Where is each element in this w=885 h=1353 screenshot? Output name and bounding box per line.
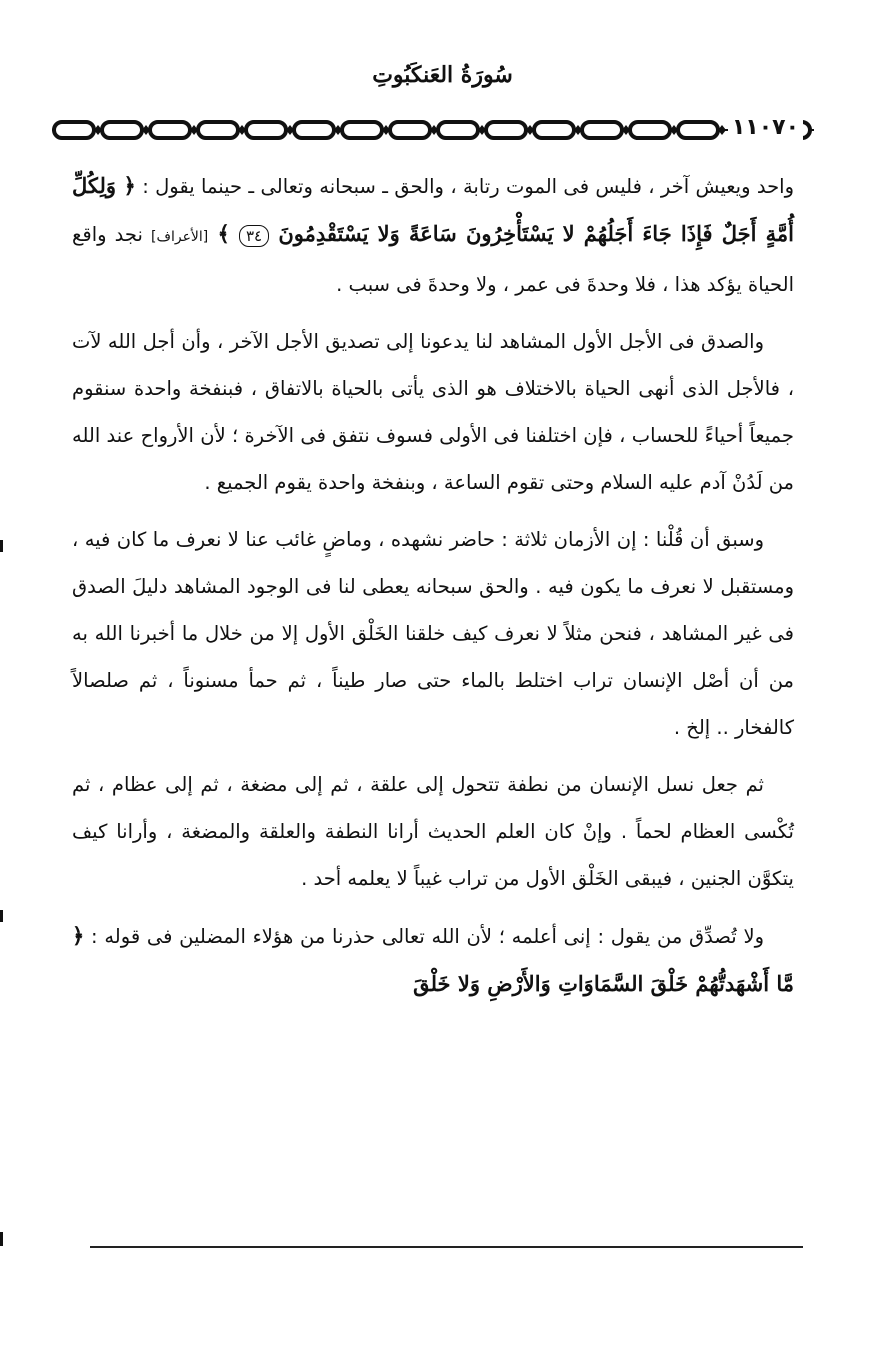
- quran-verse: ﴾: [208, 221, 239, 246]
- paragraph: [72, 912, 794, 1008]
- chain-link: [198, 122, 238, 138]
- quran-verse: ﴿ مَّا أَشْهَدتُّهُمْ خَلْقَ السَّمَاوَاتِ وَالأَرْضِ وَلا خَلْقَ: [72, 923, 794, 996]
- surah-reference: [الأعراف]: [150, 229, 209, 245]
- paragraph: [72, 162, 794, 308]
- ayah-number: ٣٤: [239, 225, 269, 247]
- paragraph: [72, 516, 794, 751]
- paragraph-text: وسبق أن قُلْنا : إن الأزمان ثلاثة : حاضر نشهده ، وماضٍ غائب عنا لا نعرف ما كان فيه ، ومستقبل لا نعرف ما يكون فيه . والحق سبحانه يعطى لنا فى الوجود المشاهد دليلَ الصدق فى غير المشاهد ، فنحن مثلاً لا نعرف كيف خلقنا الخَلْق الأول إلا من خلال ما أخبرنا الله به من أن أصْل الإنسان تراب اختلط بالماء حتى صار طيناً ، ثم حمأ مسنوناً ، ثم صلصالاً كالفخار .. إلخ .: [72, 528, 794, 739]
- footer-rule: [90, 1246, 803, 1248]
- page-number: ١١٠٧٠: [728, 113, 803, 143]
- chain-link: [294, 122, 334, 138]
- paragraph: [72, 761, 794, 902]
- surah-title: سُورَةُ العَنكَبُوتِ: [372, 62, 513, 88]
- chain-link: [486, 122, 526, 138]
- paragraph: [72, 318, 794, 506]
- chain-link: [390, 122, 430, 138]
- chain-link: [582, 122, 622, 138]
- paragraph-text: نجد واقع الحياة يؤكد هذا ، فلا وحدةَ فى عمر ، ولا وحدةَ فى سبب .: [72, 223, 794, 296]
- scan-edge-mark: [0, 910, 3, 922]
- chain-link: [438, 122, 478, 138]
- paragraph-text: ولا تُصدِّق من يقول : إنى أعلمه ؛ لأن الله تعالى حذرنا من هؤلاء المضلين فى قوله :: [84, 925, 764, 948]
- chain-link: [102, 122, 142, 138]
- chain-link: [246, 122, 286, 138]
- chain-link: [630, 122, 670, 138]
- quran-verse: ﴿ وَلِكُلِّ أُمَّةٍ أَجَلٌ فَإِذَا جَاءَ أَجَلُهُمْ لا يَسْتَأْخِرُونَ سَاعَةً وَلا يَسْتَقْدِمُونَ: [72, 173, 794, 246]
- paragraph-text: واحد ويعيش آخر ، فليس فى الموت رتابة ، والحق ـ سبحانه وتعالى ـ حينما يقول :: [135, 175, 795, 198]
- chain-link: [342, 122, 382, 138]
- decorative-chain-border: [52, 112, 814, 148]
- scan-edge-mark: [0, 1232, 3, 1246]
- chain-link: [150, 122, 190, 138]
- paragraph-text: ثم جعل نسل الإنسان من نطفة تتحول إلى علقة ، ثم إلى مضغة ، ثم إلى عظام ، ثم تُكْسى العظام لحماً . وإنْ كان العلم الحديث أرانا النطفة والعلقة والمضغة ، وأرانا كيف يتكوَّن الجنين ، فيبقى الخَلْق الأول من تراب غيباً لا يعلمه أحد .: [72, 773, 794, 890]
- chain-link: [678, 122, 718, 138]
- chain-link: [534, 122, 574, 138]
- scan-edge-mark: [0, 540, 3, 552]
- chain-link: [54, 122, 94, 138]
- page-body: [72, 162, 794, 1018]
- paragraph-text: والصدق فى الأجل الأول المشاهد لنا يدعونا إلى تصديق الأجل الآخر ، وأن أجل الله لآت ، فالأجل الذى أنهى الحياة بالاختلاف هو الذى يأتى بالحياة بالاتفاق ، فبنفخة واحدة سنقوم جميعاً أحياءً للحساب ، فإن اختلفنا فى الأولى فسوف نتفق فى الآخرة ؛ لأن الأرواح عند الله من لَدُنْ آدم عليه السلام وحتى تقوم الساعة ، وبنفخة واحدة يقوم الجميع .: [72, 330, 794, 494]
